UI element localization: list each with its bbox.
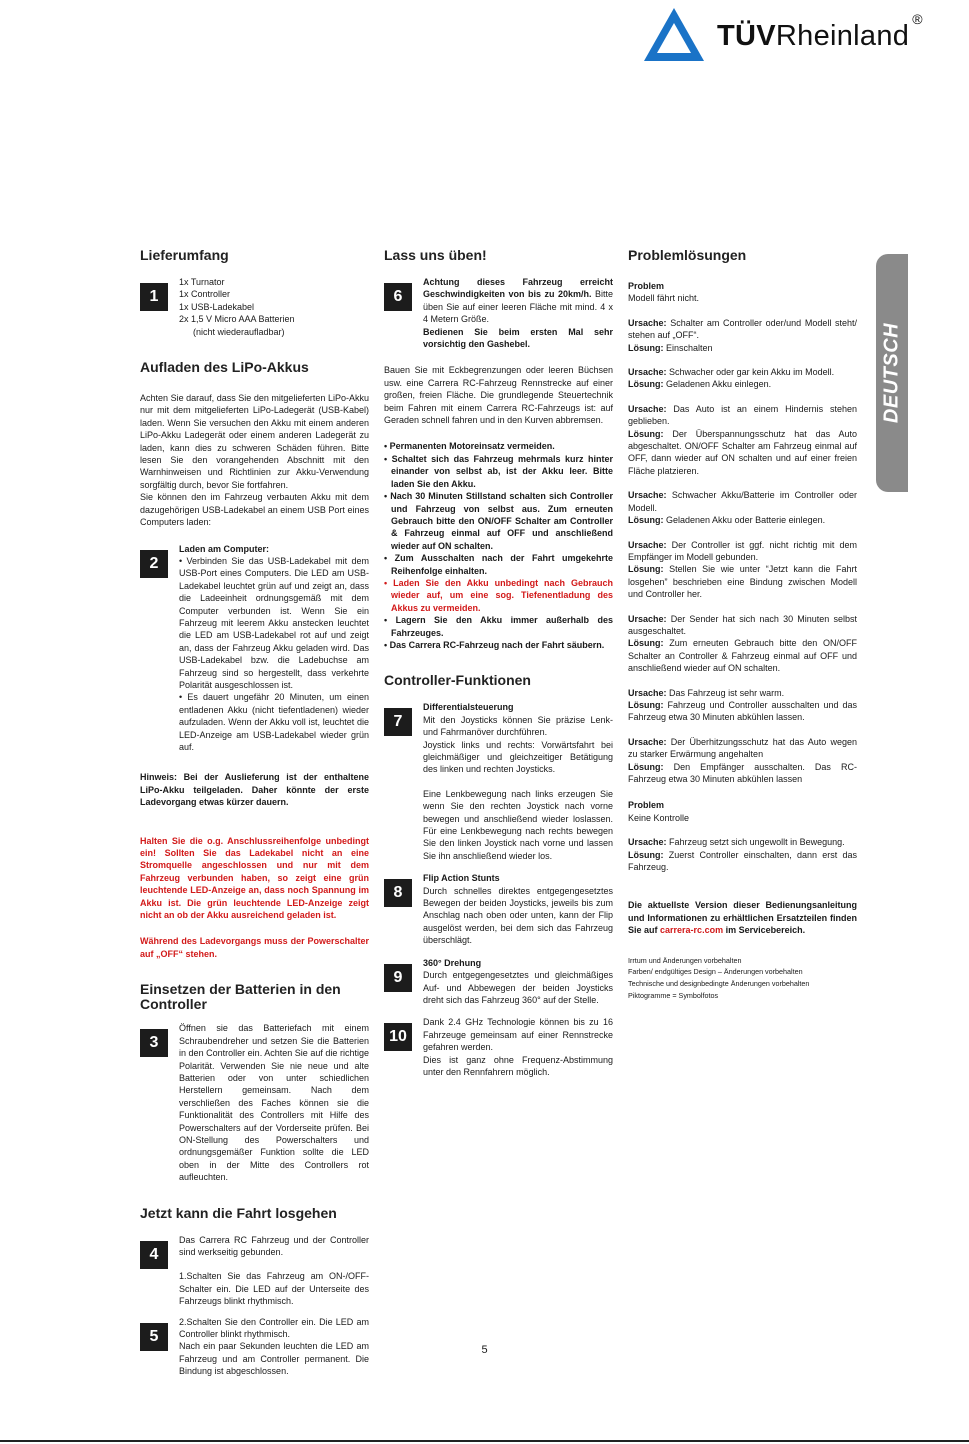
step-6 (384, 277, 613, 350)
heading-fahrt: Jetzt kann die Fahrt losgehen (140, 1204, 337, 1221)
list-item: • Das Carrera RC-Fahrzeug nach der Fahrt säubern. (384, 639, 605, 650)
step-text: Öffnen sie das Batteriefach mit einem Schraubendreher und setzen Sie die Batterien in den Controller ein. Achten Sie auf die richtige Polarität. Verwenden Sie nie neue und alte Batterien oder von unter schiedlichen Herstellern gemeinsam. Nach dem verschließen des Faches können sie die Funktionalität des Controllers mit Hilfe des Powerschalters auf der Vorderseite prüfen. Bei ON-Stellung des Powerschalters und ordnungsgemäßer Funktion sollte die LED oben in der Mitte des Controllers rot aufleuchten. (179, 1023, 369, 1183)
warning-connection-order: Halten Sie die o.g. Anschlussreihenfolge unbedingt ein! Sollten Sie das Ladekabel nicht an eine Stromquelle angeschlossen und nur mit dem Fahrzeug verbunden haben, so zeigt eine grün leuchtende LED-Anzeige an, dass noch Spannung im Akku ist. Die grün leuchtende LED-Anzeige zeigt nicht an ob der Akku ausreichend geladen ist. (140, 835, 369, 921)
step-text: Nach ein paar Sekunden leuchten die LED am Fahrzeug und am Controller permanent. Die Bindung ist abgeschlossen. (179, 1341, 369, 1377)
list-item: • Schaltet sich das Fahrzeug mehrmals kurz hinter einander von selbst ab, ist der Akku leer. Bitte laden Sie den Akku. (384, 453, 613, 489)
list-item: • Permanenten Motoreinsatz vermeiden. (384, 441, 555, 452)
list-item: (nicht wiederaufladbar) (193, 326, 285, 337)
heading-controller: Controller-Funktionen (384, 672, 531, 689)
aufladen-intro: Achten Sie darauf, dass Sie den mitgelieferten LiPo-Akku nur mit dem mitgelieferten LiPo-Ladegerät (USB-Kabel) laden. Wenn Sie versuchen den Akku mit einem anderen LiPo-Akku Ladegerät oder einem anderen Ladegerät zu laden, kann dies zu schweren Schäden führen. Bitte lesen Sie den vorangehenden Abschnitt mit den Warnhinweisen und Richtlinien zur Akku-Verwendung sorgfältig durch, bevor Sie fortfahren. (140, 393, 369, 490)
step-number: 4 (140, 1241, 168, 1269)
logo-wordmark: TÜVRheinland® (717, 11, 923, 52)
step-title: Laden am Computer: (179, 543, 270, 554)
step-3 (140, 1023, 369, 1183)
step-2 (140, 543, 369, 754)
cause-solution: Ursache: Schalter am Controller oder/und Modell steht/ stehen auf „OFF“. Lösung: Einschalten (628, 317, 857, 353)
cause-solution: Ursache: Der Überhitzungsschutz hat das Auto wegen zu starker Erwärmung angehalten Lösung: Den Empfänger ausschalten. Das RC-Fahrzeug etwa 30 Minuten abkühlen lassen (628, 736, 857, 784)
step-title: 360° Drehung (423, 957, 482, 968)
warning-power-switch: Während des Ladevorgangs muss der Powerschalter auf „OFF“ stehen. (140, 936, 369, 959)
cause-solution: Ursache: Schwacher oder gar kein Akku im Modell. Lösung: Geladenen Akku einlegen. (628, 367, 835, 390)
step-text: 1.Schalten Sie das Fahrzeug am ON-/OFF-Schalter ein. Die LED auf der Unterseite des Fahrzeugs blinkt rhythmisch. (179, 1271, 369, 1307)
language-tab (876, 254, 908, 492)
list-item: 1x USB-Ladekabel (179, 301, 255, 312)
cause-solution: Ursache: Das Auto ist an einem Hindernis stehen geblieben. Lösung: Der Überspannungsschutz hat das Auto abgeschaltet. ON/OFF Schalter am Fahrzeug einmal auf OFF, dann wieder auf ON schalten und auf einer freien Fläche platzieren. (628, 403, 857, 476)
list-item: 1x Controller (179, 289, 231, 300)
list-item: 1x Turnator (179, 277, 225, 287)
step-title: Flip Action Stunts (423, 873, 500, 884)
step-number: 5 (140, 1323, 168, 1351)
step-number: 6 (384, 283, 412, 311)
column-left (140, 248, 369, 1378)
step-text: Mit den Joysticks können Sie präzise Lenk- und Fahrmanöver durchführen. (423, 714, 613, 738)
step-8 (384, 873, 613, 946)
step-number: 8 (384, 879, 412, 907)
step-text: Dies ist ganz ohne Frequenz-Abstimmung unter den Rennfahrern möglich. (423, 1054, 613, 1077)
cause-solution: Ursache: Das Fahrzeug ist sehr warm. Lösung: Fahrzeug und Controller ausschalten und das Fahrzeug etwa 30 Minuten abkühlen lassen. (628, 687, 857, 723)
practice-text: Bauen Sie mit Eckbegrenzungen oder leeren Büchsen usw. eine Carrera RC-Fahrzeug Rennstrecke auf einer großen, freien Fläche. Die grundlegende Steuertechnik beim Fahren mit einem Carrera RC-Fahrzeugs ist: auf Geraden schnell fahren und in den Kurven abbremsen. (384, 365, 613, 426)
heading-problemloesungen: Problemlösungen (628, 247, 747, 263)
step-text: Durch schnelles direktes entgegengesetztes Bewegen der beiden Joysticks, jeweils bis zum Anschlag nach oben oder unten, kann der Flip ausgelöst werden, bei dem sich das Fahrzeug überschlägt. (423, 885, 613, 946)
hinweis-note: Hinweis: Bei der Auslieferung ist der enthaltene LiPo-Akku teilgeladen. Daher könnte der erste Ladevorgang etwas kürzer dauern. (140, 772, 369, 808)
disclaimer: Irrtum und Änderungen vorbehalten Farben/ endgültiges Design – Änderungen vorbehalten Technische und designbedingte Änderungen vorbehalten Piktogramme = Symbolfotos (628, 955, 810, 1001)
bottom-rule (0, 1440, 969, 1442)
tips-list (384, 440, 613, 651)
list-item: • Zum Ausschalten nach der Fahrt umgekehrte Reihenfolge einhalten. (384, 553, 613, 576)
throttle-warning: Bedienen Sie beim ersten Mal sehr vorsichtig den Gashebel. (423, 326, 613, 350)
cause-solution: Ursache: Schwacher Akku/Batterie im Controller oder Modell. Lösung: Geladenen Akku oder Batterie einlegen. (628, 490, 857, 526)
aufladen-intro-2: Sie können den im Fahrzeug verbauten Akku mit dem dazugehörigen USB-Ladekabel an einem USB Port eines Computers laden: (140, 492, 369, 528)
step-10 (384, 1017, 613, 1078)
speed-warning: Achtung dieses Fahrzeug erreicht Geschwindigkeiten von bis zu 20km/h. Bitte üben Sie auf einer leeren Fläche mit mind. 4 x 4 Metern Größe. (423, 277, 613, 325)
list-item: • Nach 30 Minuten Stillstand schalten sich Controller und Fahrzeug von selbst aus. Zum erneuten Gebrauch bitte den ON/OFF Schalter am Controller & Fahrzeug einmal auf OFF und anschließend wieder auf ON schalten. (384, 491, 613, 551)
tuv-rheinland-logo (642, 6, 962, 64)
step-text: 2.Schalten Sie den Controller ein. Die LED am Controller blinkt rhythmisch. (179, 1316, 369, 1339)
carrera-link[interactable]: carrera-rc.com (660, 925, 724, 936)
list-item: 2x 1,5 V Micro AAA Batterien (179, 314, 295, 325)
problem-label: Problem (628, 800, 665, 811)
step-title: Differentialsteuerung (423, 702, 514, 713)
language-tab-label: DEUTSCH (880, 322, 903, 424)
step-text: Dank 2.4 GHz Technologie können bis zu 16 Fahrzeuge gemeinsam auf einer Rennstrecke gefahren werden. (423, 1017, 613, 1053)
page-number: 5 (481, 1344, 488, 1356)
step-number: 9 (384, 964, 412, 992)
step-number: 2 (140, 550, 168, 578)
step-number: 7 (384, 708, 412, 736)
problem-label: Problem (628, 281, 665, 291)
latest-version-note: Die aktuellste Version dieser Bedienungsanleitung und Informationen zu erhältlichen Ersatzteilen finden Sie auf carrera-rc.com im Servicebereich. (628, 900, 857, 936)
step-7 (384, 702, 613, 862)
heading-batterien: Einsetzen der Batterien in den Controller (140, 981, 341, 1013)
tuv-triangle-icon (642, 6, 706, 64)
problem-text: Modell fährt nicht. (628, 293, 700, 304)
heading-lieferumfang: Lieferumfang (140, 247, 229, 263)
problem-text: Keine Kontrolle (628, 812, 690, 823)
heading-aufladen: Aufladen des LiPo-Akkus (140, 359, 309, 376)
column-middle (384, 248, 613, 1078)
step-text: Joystick links und rechts: Vorwärtsfahrt bei gleichmäßiger und gleichzeitiger Betätigung des linken und rechten Joysticks. (423, 739, 613, 775)
step-1 (140, 277, 369, 338)
step-text: Eine Lenkbewegung nach links erzeugen Sie wenn Sie den rechten Joystick nach vorne bewegen und anschließend wieder loslassen. Für eine Lenkbewegung nach rechts bewegen Sie den linken Joystick nach vorne und lassen Sie ihn anschließend wieder los. (423, 788, 613, 861)
step-4 (140, 1234, 369, 1308)
heading-ueben: Lass uns üben! (384, 247, 487, 263)
cause-solution: Ursache: Der Controller ist ggf. nicht richtig mit dem Empfänger im Modell gebunden. Lösung: Stellen Sie wie unter “Jetzt kann die Fahrt losgehen” beschrieben eine Bindung zwischen Modell und Controller her. (628, 539, 857, 600)
step-number: 10 (384, 1023, 412, 1051)
step-9 (384, 957, 613, 1007)
cause-solution: Ursache: Fahrzeug setzt sich ungewollt in Bewegung. Lösung: Zuerst Controller einschalten, dann erst das Fahrzeug. (628, 837, 857, 873)
step-text: Durch entgegengesetztes und gleichmäßiges Auf- und Abbewegen der beiden Joysticks dreht sich das Fahrzeug 360° auf der Stelle. (423, 970, 613, 1005)
step-text: • Es dauert ungefähr 20 Minuten, um einen entladenen Akku (nicht tiefentladenen) wieder aufzuladen. Wenn der Akku voll ist, leuchtet die LED-Anzeige am USB-Ladekabel wieder grün auf. (179, 692, 369, 752)
step-text: • Verbinden Sie das USB-Ladekabel mit dem USB-Port eines Computers. Die LED am USB-Ladekabel leuchtet grün auf und zeigt an, dass die Ladeeinheit ordnungsgemäß mit dem Computer verbunden ist. Wenn Sie ein Fahrzeug mit leerem Akku anstecken leuchtet die LED am USB-Ladekabel rot auf und zeigt an, dass der Fahrzeug Akku geladen wird. Das USB-Ladekabel bzw. die Ladebuchse am Fahrzeug sind so hergestellt, dass verkehrte Polarität ausgeschlossen ist. (179, 555, 369, 690)
cause-solution: Ursache: Der Sender hat sich nach 30 Minuten selbst ausgeschaltet. Lösung: Zum erneuten Gebrauch bitte den ON/OFF Schalter an Controller & Fahrzeug einmal auf OFF und anschließend wieder auf ON schalten. (628, 613, 857, 674)
step-number: 3 (140, 1029, 168, 1057)
list-item: • Lagern Sie den Akku immer außerhalb des Fahrzeuges. (384, 615, 613, 638)
step-number: 1 (140, 283, 168, 311)
list-item-warning: • Laden Sie den Akku unbedingt nach Gebrauch wieder auf, um eine sog. Tiefenentladung des Akkus zu vermeiden. (384, 577, 613, 613)
column-right (628, 248, 857, 1002)
step-text: Das Carrera RC Fahrzeug und der Controller sind werkseitig gebunden. (179, 1234, 369, 1257)
